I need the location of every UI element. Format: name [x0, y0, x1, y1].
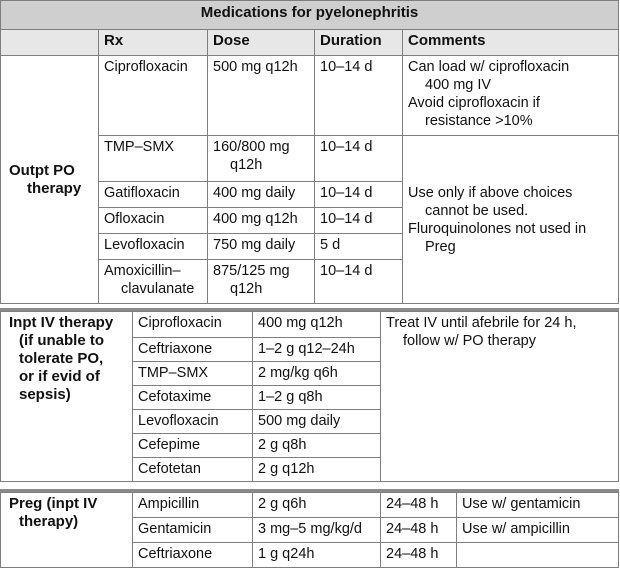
inpt-comment: Treat IV until afebrile for 24 h, follow w/ PO therapy [381, 312, 619, 482]
header-empty [1, 30, 99, 56]
table-row [1, 493, 619, 518]
outpt-rx-5: Levofloxacin [99, 234, 208, 260]
outpt-duration-4: 10–14 d [315, 208, 403, 234]
inpt-rx-4: Cefotaxime [133, 386, 253, 410]
inpt-rx-2: Ceftriaxone [133, 338, 253, 362]
outpt-comment-2: Use only if above choices cannot be used. Fluroquinolones not used in Preg [403, 136, 619, 304]
inpt-dose-6: 2 g q8h [253, 434, 381, 458]
section-divider [0, 489, 619, 492]
header-rx: Rx [99, 30, 208, 56]
inpt-rx-5: Levofloxacin [133, 410, 253, 434]
inpt-dose-2: 1–2 g q12–24h [253, 338, 381, 362]
outpt-dose-5: 750 mg daily [208, 234, 315, 260]
outpatient-label: Outpt PO therapy [1, 56, 99, 304]
inpatient-table [0, 311, 619, 482]
header-duration: Duration [315, 30, 403, 56]
outpt-rx-6: Amoxicillin– clavulanate [99, 260, 208, 304]
inpt-rx-3: TMP–SMX [133, 362, 253, 386]
inpt-dose-1: 400 mg q12h [253, 312, 381, 338]
inpt-dose-4: 1–2 g q8h [253, 386, 381, 410]
inpt-dose-3: 2 mg/kg q6h [253, 362, 381, 386]
outpt-duration-3: 10–14 d [315, 182, 403, 208]
outpt-comment-1: Can load w/ ciprofloxacin 400 mg IV Avoid ciprofloxacin if resistance >10% [403, 56, 619, 136]
outpt-duration-5: 5 d [315, 234, 403, 260]
table-row [1, 56, 619, 136]
header-comments: Comments [403, 30, 619, 56]
preg-rx-2: Gentamicin [133, 518, 253, 543]
inpt-rx-7: Cefotetan [133, 458, 253, 482]
outpt-rx-4: Ofloxacin [99, 208, 208, 234]
inpt-dose-7: 2 g q12h [253, 458, 381, 482]
inpt-dose-5: 500 mg daily [253, 410, 381, 434]
preg-dose-2: 3 mg–5 mg/kg/d [253, 518, 381, 543]
preg-comment-1: Use w/ gentamicin [457, 493, 619, 518]
pregnancy-label: Preg (inpt IV therapy) [1, 493, 133, 568]
preg-duration-2: 24–48 h [381, 518, 457, 543]
table-row [1, 312, 619, 338]
inpt-rx-6: Cefepime [133, 434, 253, 458]
pregnancy-table [0, 492, 619, 568]
outpt-dose-2: 160/800 mg q12h [208, 136, 315, 182]
header-dose: Dose [208, 30, 315, 56]
outpt-rx-3: Gatifloxacin [99, 182, 208, 208]
preg-dose-1: 2 g q6h [253, 493, 381, 518]
preg-dose-3: 1 g q24h [253, 543, 381, 568]
outpt-duration-6: 10–14 d [315, 260, 403, 304]
outpt-rx-1: Ciprofloxacin [99, 56, 208, 136]
inpt-rx-1: Ciprofloxacin [133, 312, 253, 338]
header-row [1, 30, 619, 56]
preg-rx-3: Ceftriaxone [133, 543, 253, 568]
outpt-dose-6: 875/125 mg q12h [208, 260, 315, 304]
preg-duration-1: 24–48 h [381, 493, 457, 518]
section-divider [0, 308, 619, 311]
preg-rx-1: Ampicillin [133, 493, 253, 518]
outpt-rx-2: TMP–SMX [99, 136, 208, 182]
outpt-duration-2: 10–14 d [315, 136, 403, 182]
preg-duration-3: 24–48 h [381, 543, 457, 568]
inpatient-label: Inpt IV therapy (if unable to tolerate PO, or if evid of sepsis) [1, 312, 133, 482]
outpt-dose-1: 500 mg q12h [208, 56, 315, 136]
preg-comment-2: Use w/ ampicillin [457, 518, 619, 543]
outpt-dose-3: 400 mg daily [208, 182, 315, 208]
outpt-duration-1: 10–14 d [315, 56, 403, 136]
table-title: Medications for pyelonephritis [1, 1, 619, 30]
preg-comment-3 [457, 543, 619, 568]
outpt-dose-4: 400 mg q12h [208, 208, 315, 234]
